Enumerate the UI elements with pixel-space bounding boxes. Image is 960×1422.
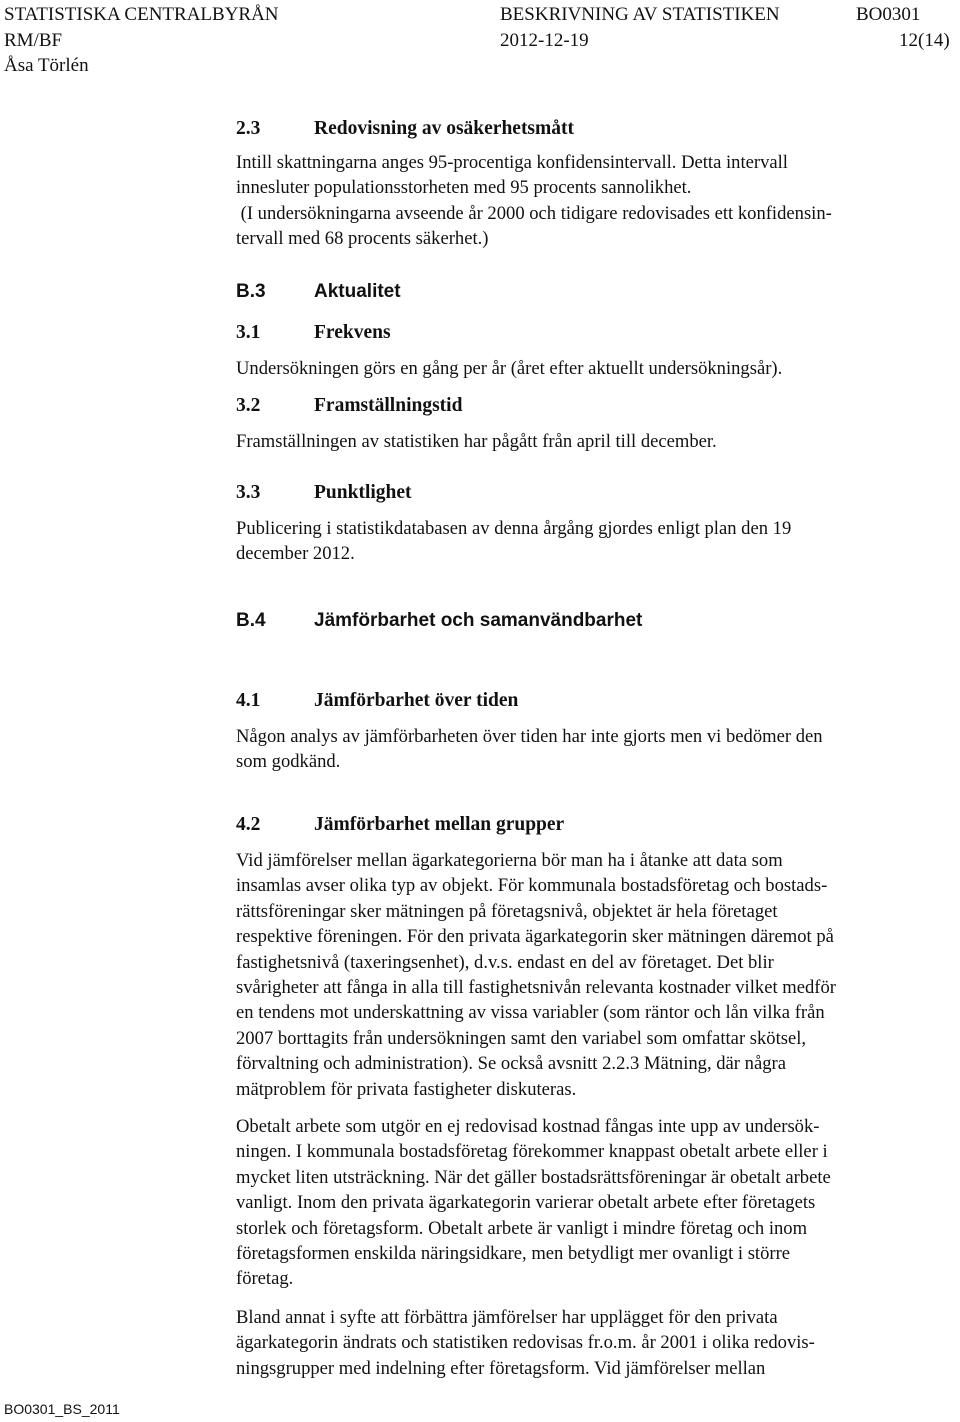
chapter-b4-heading: [236, 609, 642, 633]
section-4-2-paragraph-3: [236, 1305, 956, 1381]
section-3-3-heading: [236, 481, 412, 505]
text-line: (I undersökningarna avseende år 2000 och tidigare redovisades ett konfidensin-: [236, 202, 832, 224]
section-4-2-paragraph-2: [236, 1114, 956, 1292]
section-title: Punktlighet: [314, 482, 412, 503]
text-line: förvaltning och administration). Se också avsnitt 2.2.3 Mätning, där några: [236, 1053, 786, 1075]
chapter-number: B.3: [236, 281, 266, 302]
header-org: STATISTISKA CENTRALBYRÅN: [4, 4, 279, 25]
text-line: Publicering i statistikdatabasen av denna årgång gjordes enligt plan den 19: [236, 518, 792, 539]
header-author: Åsa Törlén: [4, 55, 89, 76]
text-line: Någon analys av jämförbarheten över tiden har inte gjorts men vi bedömer den: [236, 726, 823, 747]
section-title: Redovisning av osäkerhetsmått: [314, 118, 575, 139]
text-line: en tendens mot underskattning av vissa variabler (som räntor och lån vilka från: [236, 1002, 825, 1024]
section-title: Jämförbarhet mellan grupper: [314, 814, 565, 835]
text-line: ningsgrupper med indelning efter företagsform. Vid jämförelser mellan: [236, 1357, 766, 1379]
text-line: Vid jämförelser mellan ägarkategorierna bör man ha i åtanke att data som: [236, 850, 783, 871]
footer-document-id: BO0301_BS_2011: [4, 1401, 120, 1417]
header-doc-type: BESKRIVNING AV STATISTIKEN: [500, 4, 780, 25]
section-number: 2.3: [236, 118, 261, 139]
section-3-1-paragraph: [236, 356, 956, 381]
text-line: Framställningen av statistiken har pågått från april till december.: [236, 431, 717, 452]
text-line: respektive föreningen. För den privata ägarkategorin sker mätningen däremot på: [236, 926, 834, 948]
text-line: vanligt. Inom den privata ägarkategorin varierar obetalt arbete efter företagets: [236, 1192, 816, 1214]
text-line: innesluter populationsstorheten med 95 procents sannolikhet.: [236, 177, 692, 199]
text-line: mycket liten utsträckning. När det gäller bostadsrättsföreningar är obetalt arbete: [236, 1166, 831, 1188]
text-line: insamlas avser olika typ av objekt. För kommunala bostadsföretag och bostads-: [236, 875, 828, 897]
text-line: mätproblem för privata fastigheter diskuteras.: [236, 1078, 577, 1100]
text-line: som godkänd.: [236, 751, 341, 773]
text-line: Obetalt arbete som utgör en ej redovisad kostnad fångas inte upp av undersök-: [236, 1116, 820, 1137]
text-line: företagsformen enskilda näringsidkare, men betydligt mer ovanligt i större: [236, 1243, 791, 1265]
section-4-2-paragraph-1: [236, 848, 956, 1102]
chapter-title: Aktualitet: [314, 281, 401, 302]
chapter-title: Jämförbarhet och samanvändbarhet: [314, 610, 643, 631]
header-date: 2012-12-19: [500, 30, 589, 51]
section-number: 4.2: [236, 814, 261, 835]
section-3-2-heading: [236, 394, 462, 418]
text-line: svårigheter att fånga in alla till fastighetsnivån relevanta kostnader vilket medför: [236, 977, 836, 999]
text-line: rättsföreningar sker mätningen på företagsnivå, objektet är hela företaget: [236, 900, 778, 922]
header-unit: RM/BF: [4, 30, 63, 51]
section-4-2-heading: [236, 813, 564, 837]
header-page-number: 12(14): [899, 30, 950, 51]
section-2-3-heading: [236, 117, 574, 141]
text-line: storlek och företagsform. Obetalt arbete är vanligt i mindre företag och inom: [236, 1217, 808, 1239]
text-line: ägarkategorin ändrats och statistiken redovisas fr.o.m. år 2001 i olika redovis-: [236, 1332, 815, 1354]
section-number: 3.3: [236, 482, 261, 503]
chapter-b3-heading: [236, 280, 401, 304]
text-line: fastighetsnivå (taxeringsenhet), d.v.s. endast en del av företaget. Det blir: [236, 951, 774, 973]
section-title: Framställningstid: [314, 395, 463, 416]
section-3-1-heading: [236, 321, 391, 345]
text-line: Bland annat i syfte att förbättra jämförelser har upplägget för den privata: [236, 1307, 778, 1328]
chapter-number: B.4: [236, 610, 266, 631]
section-number: 3.2: [236, 395, 261, 416]
header-doc-code: BO0301: [856, 4, 921, 25]
section-title: Frekvens: [314, 322, 391, 343]
section-number: 3.1: [236, 322, 261, 343]
text-line: Undersökningen görs en gång per år (året efter aktuellt undersökningsår).: [236, 358, 783, 379]
text-line: Intill skattningarna anges 95-procentiga konfidensintervall. Detta intervall: [236, 152, 788, 173]
section-2-3-paragraph: [236, 150, 956, 252]
section-4-1-paragraph: [236, 724, 956, 775]
section-title: Jämförbarhet över tiden: [314, 690, 519, 711]
section-number: 4.1: [236, 690, 261, 711]
text-line: december 2012.: [236, 543, 355, 565]
section-3-3-paragraph: [236, 516, 956, 567]
text-line: företag.: [236, 1268, 294, 1290]
text-line: tervall med 68 procents säkerhet.): [236, 228, 489, 250]
section-3-2-paragraph: [236, 429, 956, 454]
text-line: 2007 borttagits från undersökningen samt den variabel som omfattar skötsel,: [236, 1027, 807, 1049]
text-line: ningen. I kommunala bostadsföretag förekommer knappast obetalt arbete eller i: [236, 1141, 828, 1163]
section-4-1-heading: [236, 689, 518, 713]
